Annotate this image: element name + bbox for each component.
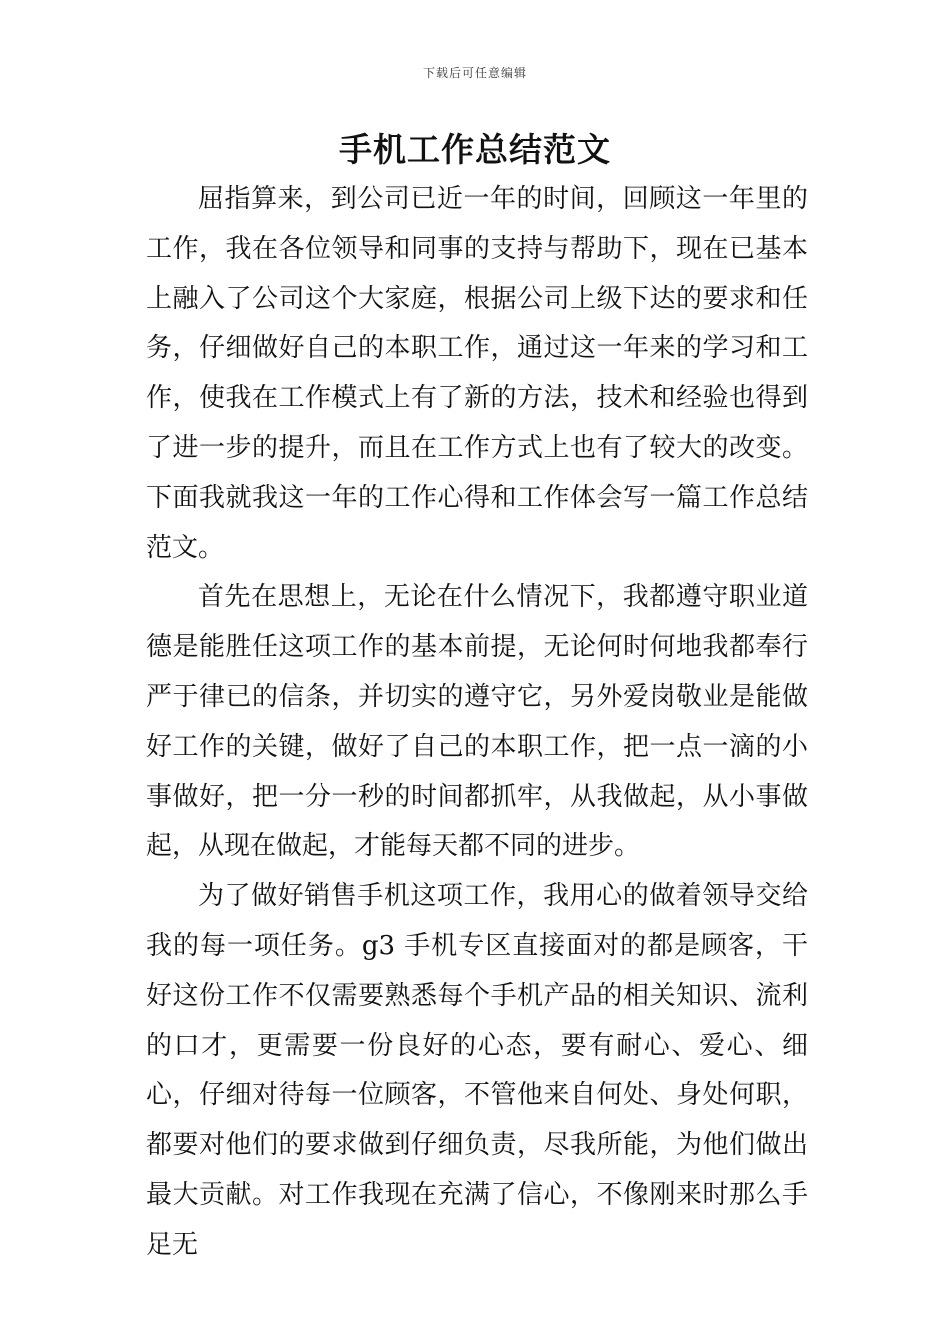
paragraph-3: 为了做好销售手机这项工作，我用心的做着领导交给我的每一项任务。g3 手机专区直接面对的都是顾客，干好这份工作不仅需要熟悉每个手机产品的相关知识、流利的口才，更需要一份良好的心态，要有耐心、爱心、细心，仔细对待每一位顾客，不管他来自何处、身处何职，都要对他们的要求做到仔细负责，尽我所能，为他们做出最大贡献。对工作我现在充满了信心，不像刚来时那么手足无 xyxy=(146,881,808,1260)
paragraph-1: 屈指算来，到公司已近一年的时间，回顾这一年里的工作，我在各位领导和同事的支持与帮助下，现在已基本上融入了公司这个大家庭，根据公司上级下达的要求和任务，仔细做好自己的本职工作，通过这一年来的学习和工作，使我在工作模式上有了新的方法，技术和经验也得到了进一步的提升，而且在工作方式上也有了较大的改变。下面我就我这一年的工作心得和工作体会写一篇工作总结范文。 xyxy=(146,184,808,563)
document-title: 手机工作总结范文 xyxy=(339,130,611,169)
page-header: 下载后可任意编辑 xyxy=(422,66,527,80)
paragraph-2: 首先在思想上，无论在什么情况下，我都遵守职业道德是能胜任这项工作的基本前提，无论何时何地我都奉行严于律已的信条，并切实的遵守它，另外爱岗敬业是能做好工作的关键，做好了自己的本职工作，把一点一滴的小事做好，把一分一秒的时间都抓牢，从我做起，从小事做起，从现在做起，才能每天都不同的进步。 xyxy=(146,582,808,862)
document-body xyxy=(146,175,808,1271)
